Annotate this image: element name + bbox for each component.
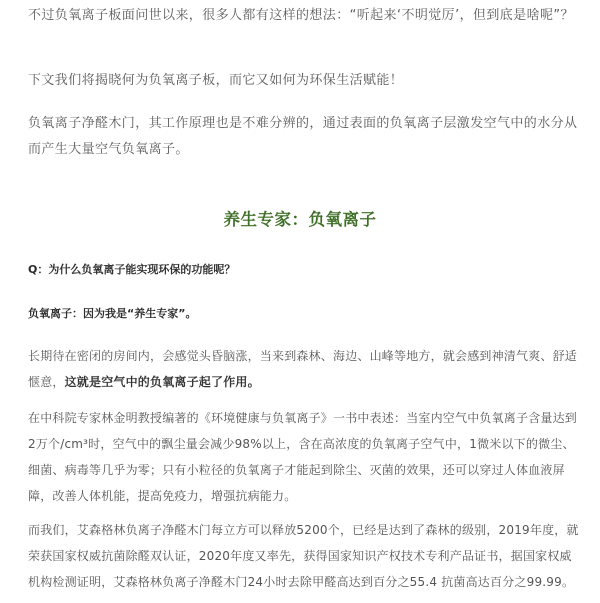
intro-paragraph-1: 不过负氧离子板面问世以来，很多人都有这样的想法：“听起来‘不明觉厉’，但到底是啥呢”？ <box>28 8 574 23</box>
intro-paragraph-3: 负氧离子净醛木门，其工作原理也是不难分辨的，通过表面的负氧离子层激发空气中的水分从而产生大量空气负氧离子。 <box>28 116 578 157</box>
paragraph-4-text: 长期待在密闭的房间内，会感觉头昏脑涨，当来到森林、海边、山峰等地方，就会感到神清气爽、舒适惬意， <box>28 349 578 389</box>
question-text: Q：为什么负氧离子能实现环保的功能呢？ <box>28 263 236 276</box>
section-heading: 养生专家：负氧离子 <box>223 210 377 229</box>
body-paragraph-4 <box>28 343 580 395</box>
body-paragraph-5: 在中科院专家林金明教授编著的《环境健康与负氧离子》一书中表述：当室内空气中负氧离子含量达到2万个/cm³时，空气中的飘尘量会减少98%以上，含在高浓度的负氧离子空气中，1微米以下的微尘、细菌、病毒等几乎为零；只有小粒径的负氧离子才能起到除尘、灭菌的效果，还可以穿过人体血液屏障，改善人体机能，提高免疫力，增强抗病能力。 <box>28 411 578 503</box>
paragraph-4-bold: 这就是空气中的负氧离子起了作用。 <box>64 375 260 389</box>
intro-paragraph-2: 下文我们将揭晓何为负氧离子板，而它又如何为环保生活赋能！ <box>28 73 404 88</box>
body-paragraph-6: 而我们，艾森格林负离子净醛木门每立方可以释放5200个，已经是达到了森林的级别，2019年度，就荣获国家权威抗菌除醛双认证，2020年度又率先，获得国家知识产权技术专利产品证书，据国家权威机构检测证明，艾森格林负离子净醛木门24小时去除甲醛高达到百分之55.4 抗菌高达百分之99.99。 <box>28 523 579 589</box>
answer-text: 负氧离子：因为我是“养生专家”。 <box>28 307 197 320</box>
